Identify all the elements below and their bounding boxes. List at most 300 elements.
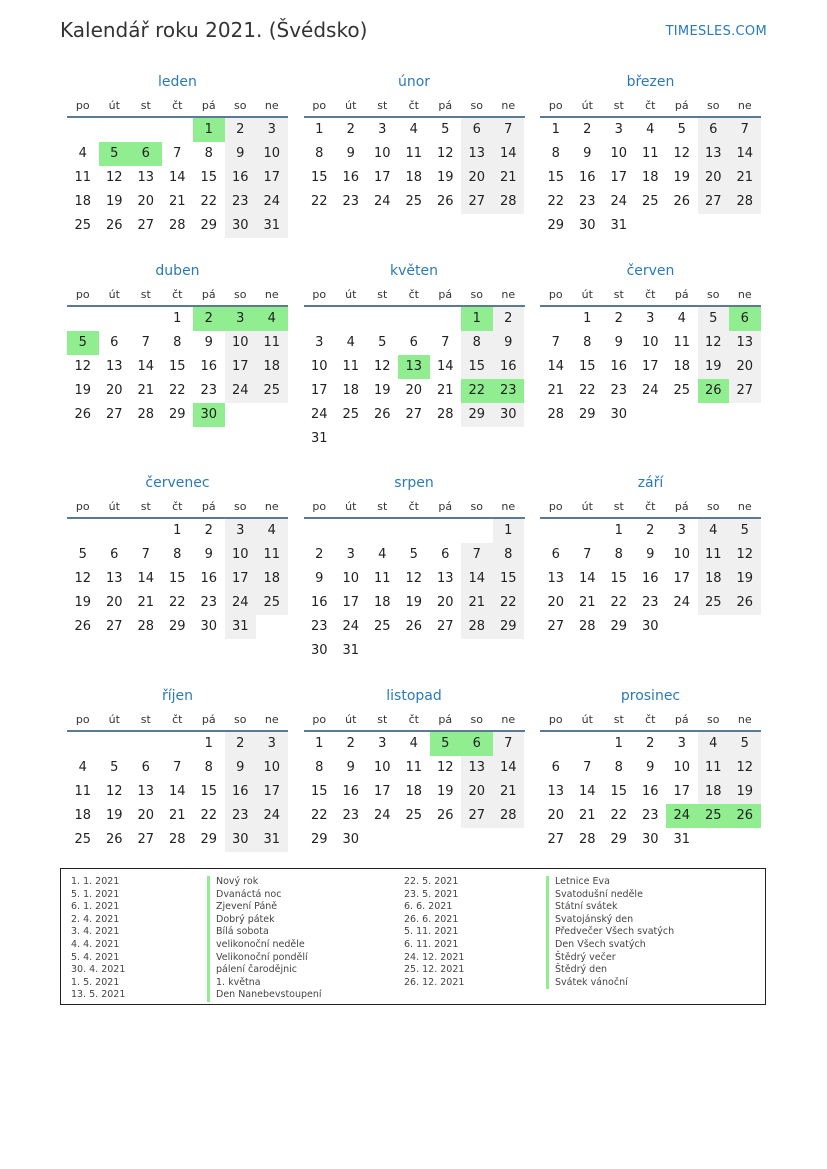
day-cell: 8 [173,547,182,562]
day-cell: 2 [614,311,623,326]
day-cell: 6 [141,760,150,775]
day-cell: 24 [610,194,628,209]
weekday-label: ne [737,99,752,112]
holiday-day-cell: 26 [729,804,761,828]
weekday-header [540,497,761,519]
day-cell: 11 [74,170,92,185]
weekday-label: so [470,288,483,301]
day-cell: 11 [698,543,730,567]
day-cell: 15 [200,784,218,799]
day-cell: 13 [105,359,123,374]
day-cell: 28 [578,832,596,847]
day-cell: 22 [610,808,628,823]
legend-holiday-date: 6. 1. 2021 [71,901,120,913]
month-name: srpen [394,475,434,491]
day-cell: 16 [200,359,218,374]
holiday-day-cell: 6 [461,732,493,756]
day-cell: 22 [168,383,186,398]
month-name: březen [626,74,675,90]
day-cell: 1 [493,519,525,543]
day-cell: 7 [493,118,525,142]
day-cell: 27 [547,619,565,634]
day-cell: 25 [256,591,288,615]
day-cell: 17 [225,355,257,379]
day-cell: 17 [256,166,288,190]
day-cell: 3 [677,523,686,538]
legend-holiday-name: Státní svátek [546,901,674,914]
day-cell: 12 [698,331,730,355]
day-cell: 2 [225,732,257,756]
day-cell: 15 [461,355,493,379]
day-cell: 21 [168,194,186,209]
day-cell: 11 [405,146,423,161]
weekday-header [304,285,525,307]
weekday-header [540,285,761,307]
day-cell: 6 [441,547,450,562]
day-cell: 19 [74,595,92,610]
day-cell: 23 [310,619,328,634]
day-cell: 3 [378,736,387,751]
day-cell: 10 [225,331,257,355]
day-cell: 27 [436,619,454,634]
day-cell: 18 [74,808,92,823]
day-cell: 16 [225,166,257,190]
day-cell: 1 [173,523,182,538]
month-name: duben [155,263,200,279]
day-cell: 16 [493,355,525,379]
day-cell: 16 [578,170,596,185]
weekday-label: út [581,99,593,112]
day-cell: 28 [578,619,596,634]
day-cell: 11 [256,543,288,567]
day-cell: 26 [105,832,123,847]
day-cell: 21 [547,383,565,398]
legend-holiday-name: Dobrý pátek [207,914,322,927]
day-cell: 8 [551,146,560,161]
day-cell: 19 [673,170,691,185]
weekday-label: čt [408,500,419,513]
day-cell: 14 [436,359,454,374]
weekday-label: st [377,500,388,513]
day-cell: 16 [641,784,659,799]
day-cell: 24 [373,808,391,823]
weekday-label: st [140,99,151,112]
day-cell: 24 [373,194,391,209]
legend-holiday-date: 24. 12. 2021 [404,951,465,963]
day-cell: 12 [729,543,761,567]
weekday-label: so [234,713,247,726]
day-cell: 5 [698,307,730,331]
day-cell: 31 [673,832,691,847]
weekday-label: čt [645,500,656,513]
day-cell: 29 [610,832,628,847]
day-cell: 5 [378,335,387,350]
day-cell: 19 [729,780,761,804]
weekday-label: pá [674,99,689,112]
day-cell: 24 [225,591,257,615]
day-cell: 1 [583,311,592,326]
weekday-label: ne [737,500,752,513]
day-cell: 24 [641,383,659,398]
legend-holiday-name: Štědrý večer [546,952,674,965]
legend-holiday-name: Den Nanebevstoupení [207,989,322,1002]
day-cell: 1 [551,122,560,137]
day-cell: 31 [310,431,328,446]
day-cell: 28 [436,407,454,422]
legend-holiday-date: 26. 12. 2021 [404,976,465,988]
weekday-label: so [470,99,483,112]
legend-holiday-name: Velikonoční pondělí [207,952,322,965]
legend-holiday-date: 4. 4. 2021 [71,938,120,950]
legend-holiday-date: 3. 4. 2021 [71,926,120,938]
day-cell: 12 [105,170,123,185]
day-cell: 30 [310,643,328,658]
month-9 [67,686,288,847]
day-cell: 24 [310,407,328,422]
month-6 [67,473,288,634]
day-cell: 21 [168,808,186,823]
day-cell: 29 [547,218,565,233]
weekday-label: st [377,713,388,726]
weekday-header [304,497,525,519]
legend-holiday-date: 1. 1. 2021 [71,876,120,887]
day-cell: 14 [729,142,761,166]
day-cell: 21 [729,166,761,190]
day-cell: 19 [105,808,123,823]
day-cell: 23 [342,808,360,823]
holiday-day-cell: 25 [698,804,730,828]
day-cell: 11 [405,760,423,775]
day-cell: 9 [646,760,655,775]
weekday-label: st [377,99,388,112]
weekday-label: so [234,500,247,513]
day-cell: 29 [200,832,218,847]
day-cell: 4 [78,146,87,161]
day-cell: 31 [225,615,257,639]
day-cell: 13 [729,331,761,355]
legend-holiday-date: 22. 5. 2021 [404,876,459,887]
page-title: Kalendář roku 2021. (Švédsko) [60,18,368,42]
day-cell: 18 [405,784,423,799]
day-cell: 7 [551,335,560,350]
day-cell: 22 [493,591,525,615]
day-cell: 25 [74,832,92,847]
day-cell: 20 [137,194,155,209]
weekday-label: pá [438,99,453,112]
day-cell: 11 [74,784,92,799]
day-cell: 9 [583,146,592,161]
day-cell: 10 [373,760,391,775]
day-cell: 15 [168,571,186,586]
day-cell: 6 [551,760,560,775]
day-cell: 10 [310,359,328,374]
weekday-label: so [470,500,483,513]
day-cell: 19 [436,170,454,185]
month-0 [67,72,288,233]
weekday-header [540,96,761,118]
month-name: září [637,475,664,491]
month-name: říjen [161,688,194,704]
day-cell: 6 [110,547,119,562]
day-cell: 20 [547,808,565,823]
day-cell: 17 [342,595,360,610]
day-cell: 30 [641,832,659,847]
legend-dates-left [71,876,125,1002]
weekday-label: ne [264,500,279,513]
day-cell: 3 [378,122,387,137]
weekday-label: čt [408,99,419,112]
day-cell: 2 [346,736,355,751]
day-cell: 8 [315,146,324,161]
day-cell: 8 [583,335,592,350]
day-cell: 15 [310,784,328,799]
day-cell: 17 [673,784,691,799]
weekday-label: út [581,500,593,513]
day-cell: 20 [405,383,423,398]
day-cell: 23 [225,190,257,214]
day-cell: 13 [547,571,565,586]
day-cell: 8 [614,547,623,562]
day-cell: 18 [256,355,288,379]
day-cell: 21 [436,383,454,398]
day-cell: 14 [493,756,525,780]
day-cell: 28 [168,218,186,233]
day-cell: 11 [698,756,730,780]
month-10 [304,686,525,847]
weekday-header [540,710,761,732]
day-cell: 27 [461,190,493,214]
weekday-label: st [613,288,624,301]
day-cell: 26 [74,407,92,422]
weekday-label: čt [645,288,656,301]
day-cell: 15 [168,359,186,374]
day-cell: 4 [698,732,730,756]
day-cell: 29 [168,619,186,634]
day-cell: 26 [436,808,454,823]
day-cell: 18 [698,567,730,591]
weekday-label: út [108,99,120,112]
day-cell: 11 [256,331,288,355]
weekday-header [304,710,525,732]
day-cell: 4 [78,760,87,775]
day-cell: 21 [137,595,155,610]
day-cell: 15 [200,170,218,185]
day-cell: 28 [168,832,186,847]
day-cell: 10 [342,571,360,586]
weekday-label: po [548,99,563,112]
day-cell: 31 [256,214,288,238]
day-cell: 13 [436,571,454,586]
weekday-label: po [75,500,90,513]
day-cell: 10 [673,547,691,562]
month-name: únor [397,74,431,90]
day-cell: 29 [168,407,186,422]
month-11 [540,686,761,847]
weekday-label: čt [408,713,419,726]
day-cell: 18 [342,383,360,398]
day-cell: 11 [673,335,691,350]
holiday-legend [60,868,766,1005]
month-name: červen [626,263,675,279]
day-cell: 5 [78,547,87,562]
day-cell: 18 [74,194,92,209]
day-cell: 14 [461,567,493,591]
month-5 [540,261,761,422]
weekday-label: pá [201,713,216,726]
weekday-header [67,96,288,118]
legend-holiday-date: 26. 6. 2021 [404,913,459,925]
weekday-label: so [707,99,720,112]
weekday-label: pá [674,500,689,513]
weekday-label: čt [172,99,183,112]
day-cell: 17 [610,170,628,185]
day-cell: 10 [373,146,391,161]
day-cell: 18 [405,170,423,185]
legend-holiday-date: 6. 6. 2021 [404,901,453,913]
weekday-label: pá [438,288,453,301]
legend-holiday-name: Štědrý den [546,964,674,977]
day-cell: 3 [256,118,288,142]
holiday-day-cell: 1 [193,118,225,142]
weekday-label: čt [645,713,656,726]
day-cell: 30 [578,218,596,233]
day-cell: 20 [105,383,123,398]
day-cell: 17 [225,567,257,591]
holiday-day-cell: 13 [398,355,430,379]
day-cell: 13 [461,756,493,780]
day-cell: 19 [405,595,423,610]
holiday-day-cell: 6 [130,142,162,166]
weekday-label: ne [264,713,279,726]
day-cell: 11 [373,571,391,586]
month-1 [304,72,525,209]
day-cell: 15 [493,567,525,591]
day-cell: 7 [141,547,150,562]
day-cell: 24 [673,595,691,610]
weekday-label: ne [737,713,752,726]
day-cell: 19 [74,383,92,398]
day-cell: 3 [225,519,257,543]
site-link[interactable]: TIMESLES.COM [665,24,767,39]
weekday-label: pá [438,713,453,726]
weekday-label: čt [172,500,183,513]
day-cell: 10 [256,142,288,166]
day-cell: 2 [315,547,324,562]
day-cell: 28 [461,615,493,639]
day-cell: 18 [698,780,730,804]
day-cell: 14 [137,571,155,586]
month-3 [67,261,288,422]
day-cell: 19 [436,784,454,799]
day-cell: 30 [200,619,218,634]
day-cell: 22 [547,194,565,209]
day-cell: 20 [729,355,761,379]
day-cell: 9 [204,547,213,562]
day-cell: 28 [493,190,525,214]
day-cell: 22 [200,808,218,823]
day-cell: 22 [310,808,328,823]
legend-names-left [207,876,322,1002]
day-cell: 21 [578,595,596,610]
day-cell: 15 [547,170,565,185]
day-cell: 18 [673,359,691,374]
day-cell: 22 [168,595,186,610]
day-cell: 21 [461,591,493,615]
day-cell: 23 [610,383,628,398]
day-cell: 1 [204,736,213,751]
day-cell: 5 [729,732,761,756]
weekday-label: út [108,288,120,301]
day-cell: 20 [461,166,493,190]
day-cell: 5 [729,519,761,543]
legend-holiday-name: Svatojánský den [546,914,674,927]
day-cell: 23 [200,383,218,398]
day-cell: 6 [110,335,119,350]
day-cell: 8 [493,543,525,567]
day-cell: 3 [677,736,686,751]
day-cell: 29 [578,407,596,422]
day-cell: 17 [641,359,659,374]
day-cell: 25 [405,808,423,823]
day-cell: 27 [729,379,761,403]
weekday-header [67,710,288,732]
day-cell: 30 [610,407,628,422]
day-cell: 10 [641,335,659,350]
day-cell: 16 [342,784,360,799]
day-cell: 23 [578,194,596,209]
month-7 [304,473,525,658]
weekday-label: út [345,500,357,513]
day-cell: 12 [436,146,454,161]
weekday-header [67,285,288,307]
day-cell: 4 [409,122,418,137]
weekday-label: st [613,500,624,513]
day-cell: 20 [137,808,155,823]
day-cell: 6 [551,547,560,562]
day-cell: 13 [137,784,155,799]
day-cell: 30 [225,214,257,238]
weekday-label: út [108,713,120,726]
day-cell: 9 [646,547,655,562]
day-cell: 22 [610,595,628,610]
day-cell: 8 [173,335,182,350]
weekday-label: út [581,713,593,726]
day-cell: 13 [461,142,493,166]
day-cell: 13 [137,170,155,185]
day-cell: 12 [74,359,92,374]
day-cell: 21 [137,383,155,398]
day-cell: 22 [310,194,328,209]
legend-holiday-name: Letnice Eva [546,876,674,889]
day-cell: 13 [105,571,123,586]
day-cell: 26 [729,591,761,615]
day-cell: 1 [315,122,324,137]
day-cell: 10 [256,756,288,780]
holiday-day-cell: 5 [430,732,462,756]
legend-holiday-date: 23. 5. 2021 [404,888,459,900]
day-cell: 16 [310,595,328,610]
weekday-label: so [707,288,720,301]
day-cell: 28 [547,407,565,422]
month-name: listopad [386,688,442,704]
day-cell: 15 [610,571,628,586]
legend-holiday-name: Bílá sobota [207,926,322,939]
day-cell: 18 [373,595,391,610]
day-cell: 21 [493,780,525,804]
month-name: květen [390,263,438,279]
legend-holiday-name: 1. května [207,977,322,990]
day-cell: 27 [405,407,423,422]
